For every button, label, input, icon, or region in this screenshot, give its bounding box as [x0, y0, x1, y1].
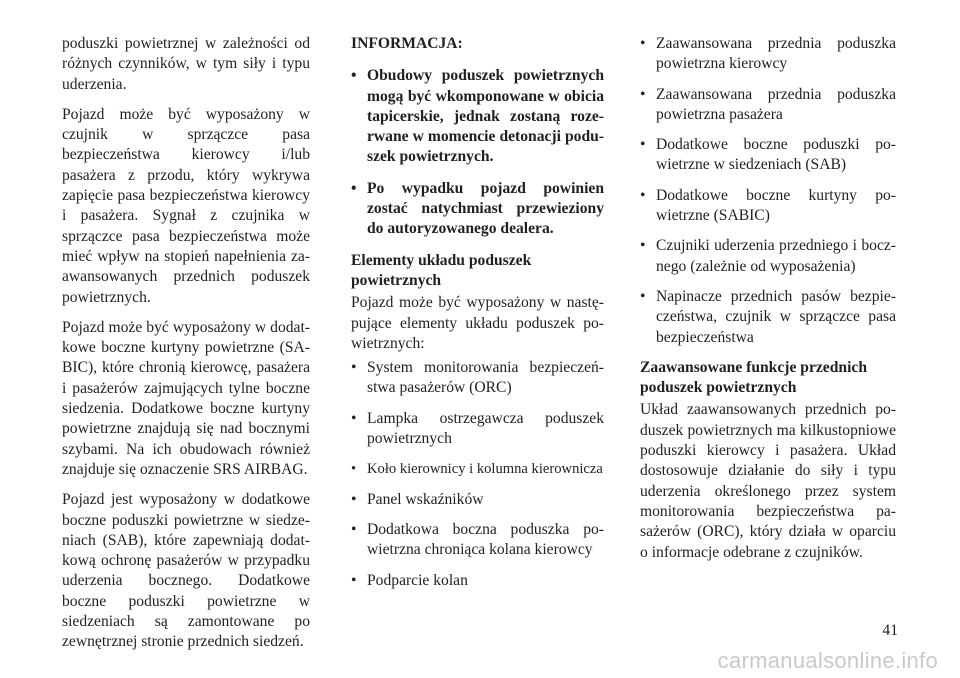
note-list: [351, 66, 604, 239]
note-item-text: Po wypadku pojazd powinien zostać natychmiast przewieziony do autoryzowanego dealera.: [367, 179, 604, 238]
list-item-text: Koło kierownicy i kolumna kierownicza: [367, 461, 603, 478]
note-title: INFORMACJA:: [351, 35, 463, 52]
bullet-icon: •: [351, 461, 357, 478]
bullet-icon: •: [640, 85, 646, 103]
list-item-text: Napinacze przednich pasów bezpieczeństwa, czujnik w sprzączce pasa bezpieczeństwa: [656, 287, 896, 346]
list-item-text: Dodatkowa boczna poduszka powietrzna chroniąca kolana kierowcy: [367, 520, 604, 559]
components-list-continued: [640, 34, 896, 348]
bullet-icon: •: [640, 136, 646, 154]
list-item: [640, 85, 896, 126]
paragraph-seatbelt-sensor: Pojazd może być wyposażony w czujnik w sprzączce pasa bezpieczeństwa kierowcy i/lub pasażera z przodu, który wykrywa zapięcie pasa bezpieczeństwa kierowcy i pasażera. Sygnał z czujnika w sprzączce pasa bezpieczeństwa może mieć wpływ na stopień napełnienia zaawansowanych przednich poduszek powietrznych.: [62, 105, 310, 306]
page-number: 41: [882, 622, 898, 639]
list-item-text: Panel wskaźników: [367, 490, 484, 508]
list-item: [351, 358, 604, 399]
paragraph-sabic: Pojazd może być wyposażony w dodatkowe boczne kurtyny powietrzne (SABIC), które chronią kierowcę, pasażera i pasażerów zajmujących tylne boczne siedzenia. Dodatkowe boczne kurtyny powietrzne znajdują się nad bocznymi szybami. Na ich obudowach również znajduje się oznaczenie SRS AIRBAG.: [62, 318, 310, 478]
column-left: [62, 34, 310, 663]
list-item-text: Dodatkowe boczne poduszki powietrzne w siedzeniach (SAB): [656, 136, 896, 174]
section-heading-advanced: Zaawansowane funkcje przednich poduszek powietrznych: [640, 358, 867, 397]
list-item-text: Lampka ostrzegawcza poduszek powietrznych: [367, 409, 604, 448]
bullet-icon: •: [351, 67, 357, 85]
paragraph-components-intro: Pojazd może być wyposażony w następujące elementy układu poduszek powietrznych:: [351, 294, 604, 352]
list-item-text: Podparcie kolan: [367, 571, 468, 589]
bullet-icon: •: [640, 287, 646, 305]
list-item: [640, 186, 896, 227]
note-item: [351, 179, 604, 240]
list-item-text: Zaawansowana przednia poduszka powietrzna pasażera: [656, 85, 896, 123]
list-item: [640, 236, 896, 277]
bullet-icon: •: [640, 237, 646, 255]
list-item: [640, 34, 896, 75]
section-heading-components: Elementy układu poduszek powietrznych: [351, 251, 532, 289]
list-item: [640, 287, 896, 348]
components-list: [351, 358, 604, 591]
bullet-icon: •: [640, 186, 646, 204]
paragraph-advanced-airbags: Układ zaawansowanych przednich poduszek powietrznych ma kilkustopniowe poduszki kierowcy i pasażera. Układ dostosowuje działanie do siły i typu uderzenia określonego przez system monitorowania bezpieczeństwa pasażerów (ORC), który działa w oparciu o informacje odebrane z czujników.: [640, 401, 896, 561]
list-item-text: Dodatkowe boczne kurtyny powietrzne (SABIC): [656, 186, 896, 225]
list-item-text: Zaawansowana przednia poduszka powietrzna kierowcy: [656, 35, 896, 73]
bullet-icon: •: [351, 179, 357, 197]
list-item-text: Czujniki uderzenia przedniego i bocznego (zależnie od wyposażenia): [656, 237, 896, 275]
list-item: [351, 520, 604, 561]
list-item: [351, 490, 604, 510]
paragraph-sab: Pojazd jest wyposażony w dodatkowe boczne poduszki powietrzne w siedzeniach (SAB), które zapewniają dodatkową ochronę pasażerów w przypadku uderzenia bocznego. Dodatkowe boczne poduszki powietrzne w siedzeniach są zamontowane po zewnętrznej stronie przednich siedzeń.: [62, 491, 310, 651]
note-item: [351, 66, 604, 167]
list-item: [351, 409, 604, 450]
bullet-icon: •: [351, 571, 357, 589]
list-item: [351, 571, 604, 591]
note-item-text: Obudowy poduszek powietrznych mogą być wkomponowane w obicia tapicerskie, jednak zostaną rozerwane w momencie detonacji poduszek powietrznych.: [367, 67, 604, 166]
list-item-text: System monitorowania bezpieczeństwa pasażerów (ORC): [367, 359, 604, 397]
bullet-icon: •: [351, 490, 357, 508]
column-middle: [351, 34, 604, 601]
bullet-icon: •: [640, 35, 646, 52]
list-item: [640, 135, 896, 176]
list-item: [351, 459, 604, 479]
bullet-icon: •: [351, 359, 357, 377]
paragraph-continuation: poduszki powietrznej w zależności od różnych czynników, w tym siły i typu uderzenia.: [62, 35, 310, 93]
column-right: [640, 34, 896, 573]
bullet-icon: •: [351, 520, 357, 538]
watermark: carmanualsonline.info: [717, 648, 938, 673]
bullet-icon: •: [351, 409, 357, 427]
